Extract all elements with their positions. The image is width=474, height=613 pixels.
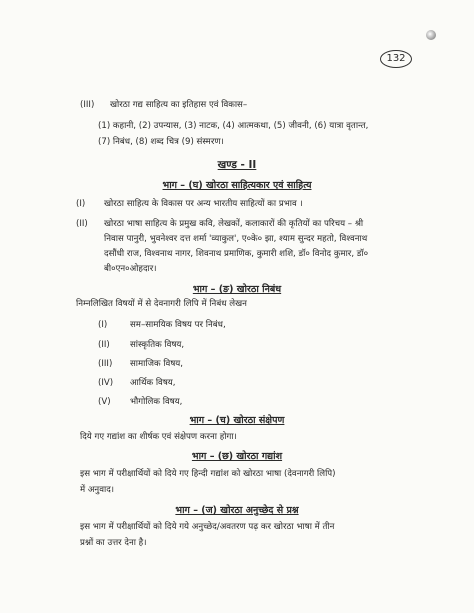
part-cha-heading: भाग – (च) खोरठा संक्षेपण — [189, 415, 285, 426]
part-nga-item-5-marker: (V) — [98, 397, 111, 407]
part-chha-heading: भाग – (छ) खोरठा गद्यांश — [191, 451, 283, 462]
part-nga-item-3-text: सामाजिक विषय, — [130, 359, 184, 369]
part-ja-line2: प्रश्नों का उत्तर देना है। — [80, 538, 147, 548]
part-gha-item-1-marker: (I) — [76, 199, 86, 209]
part-gha-item-2-line1: खोरठा भाषा साहित्य के प्रमुख कवि, लेखकों, कलाकारों की कृतियों का परिचय – श्री — [104, 219, 364, 229]
part-nga-item-4-text: आर्थिक विषय, — [130, 378, 176, 388]
part-gha-item-1-text: खोरठा साहित्य के विकास पर अन्य भारतीय साहित्यों का प्रभाव । — [104, 199, 303, 209]
page-number: 132 — [380, 50, 412, 68]
section-iii-marker: (III) — [80, 100, 95, 110]
part-nga-item-1-text: सम–सामयिक विषय पर निबंध, — [130, 320, 226, 330]
punch-hole — [426, 30, 436, 40]
part-gha-item-2-line3: दसौंधी राज, विश्वनाथ नागर, शिवनाथ प्रमाणिक, कुमारी शशि, डॉ० विनोद कुमार, डॉ० — [104, 249, 369, 259]
part-gha-item-2-line2: निवास पानुरी, भुवनेश्वर दत्त शर्मा 'व्याकुल', ए०के० झा, श्याम सुन्दर महतो, विश्वनाथ — [104, 234, 368, 244]
part-gha-item-2-line4: बी०एन०ओहदार। — [104, 264, 157, 274]
part-nga-item-1-marker: (I) — [98, 320, 108, 330]
part-ja-line1: इस भाग में परीक्षार्थियों को दिये गये अनुच्छेद/अवतरण पढ़ कर खोरठा भाषा में तीन — [80, 522, 335, 532]
part-nga-intro: निम्नलिखित विषयों में से देवनागरी लिपि में निबंध लेखन — [76, 299, 247, 309]
section-iii-line1: (1) कहानी, (2) उपन्यास, (3) नाटक, (4) आत्मकथा, (5) जीवनी, (6) यात्रा वृतान्त, — [98, 121, 369, 131]
part-chha-line1: इस भाग में परीक्षार्थियों को दिये गए हिन्दी गद्यांश को खोरठा भाषा (देवनागरी लिपि) — [80, 469, 336, 479]
part-nga-item-2-text: सांस्कृतिक विषय, — [130, 340, 185, 350]
part-nga-item-3-marker: (III) — [98, 359, 113, 369]
part-gha-item-2-marker: (II) — [76, 219, 88, 229]
part-nga-heading: भाग – (ङ) खोरठा निबंध — [192, 284, 282, 295]
part-gha-heading: भाग – (घ) खोरठा साहित्यकार एवं साहित्य — [162, 180, 312, 191]
part-nga-item-5-text: भौगोलिक विषय, — [130, 397, 183, 407]
part-chha-line2: में अनुवाद। — [80, 485, 115, 495]
khand-heading: खण्ड - II — [217, 159, 257, 171]
part-ja-heading: भाग – (ज) खोरठा अनुच्छेद से प्रश्न — [175, 505, 299, 516]
part-cha-text: दिये गए गद्यांश का शीर्षक एवं संक्षेपण करना होगा। — [80, 432, 237, 442]
part-nga-item-2-marker: (II) — [98, 340, 110, 350]
section-iii-title: खोरठा गद्य साहित्य का इतिहास एवं विकास– — [110, 100, 248, 110]
part-nga-item-4-marker: (IV) — [98, 378, 114, 388]
section-iii-line2: (7) निबंध, (8) शब्द चित्र (9) संस्मरण। — [98, 137, 224, 147]
